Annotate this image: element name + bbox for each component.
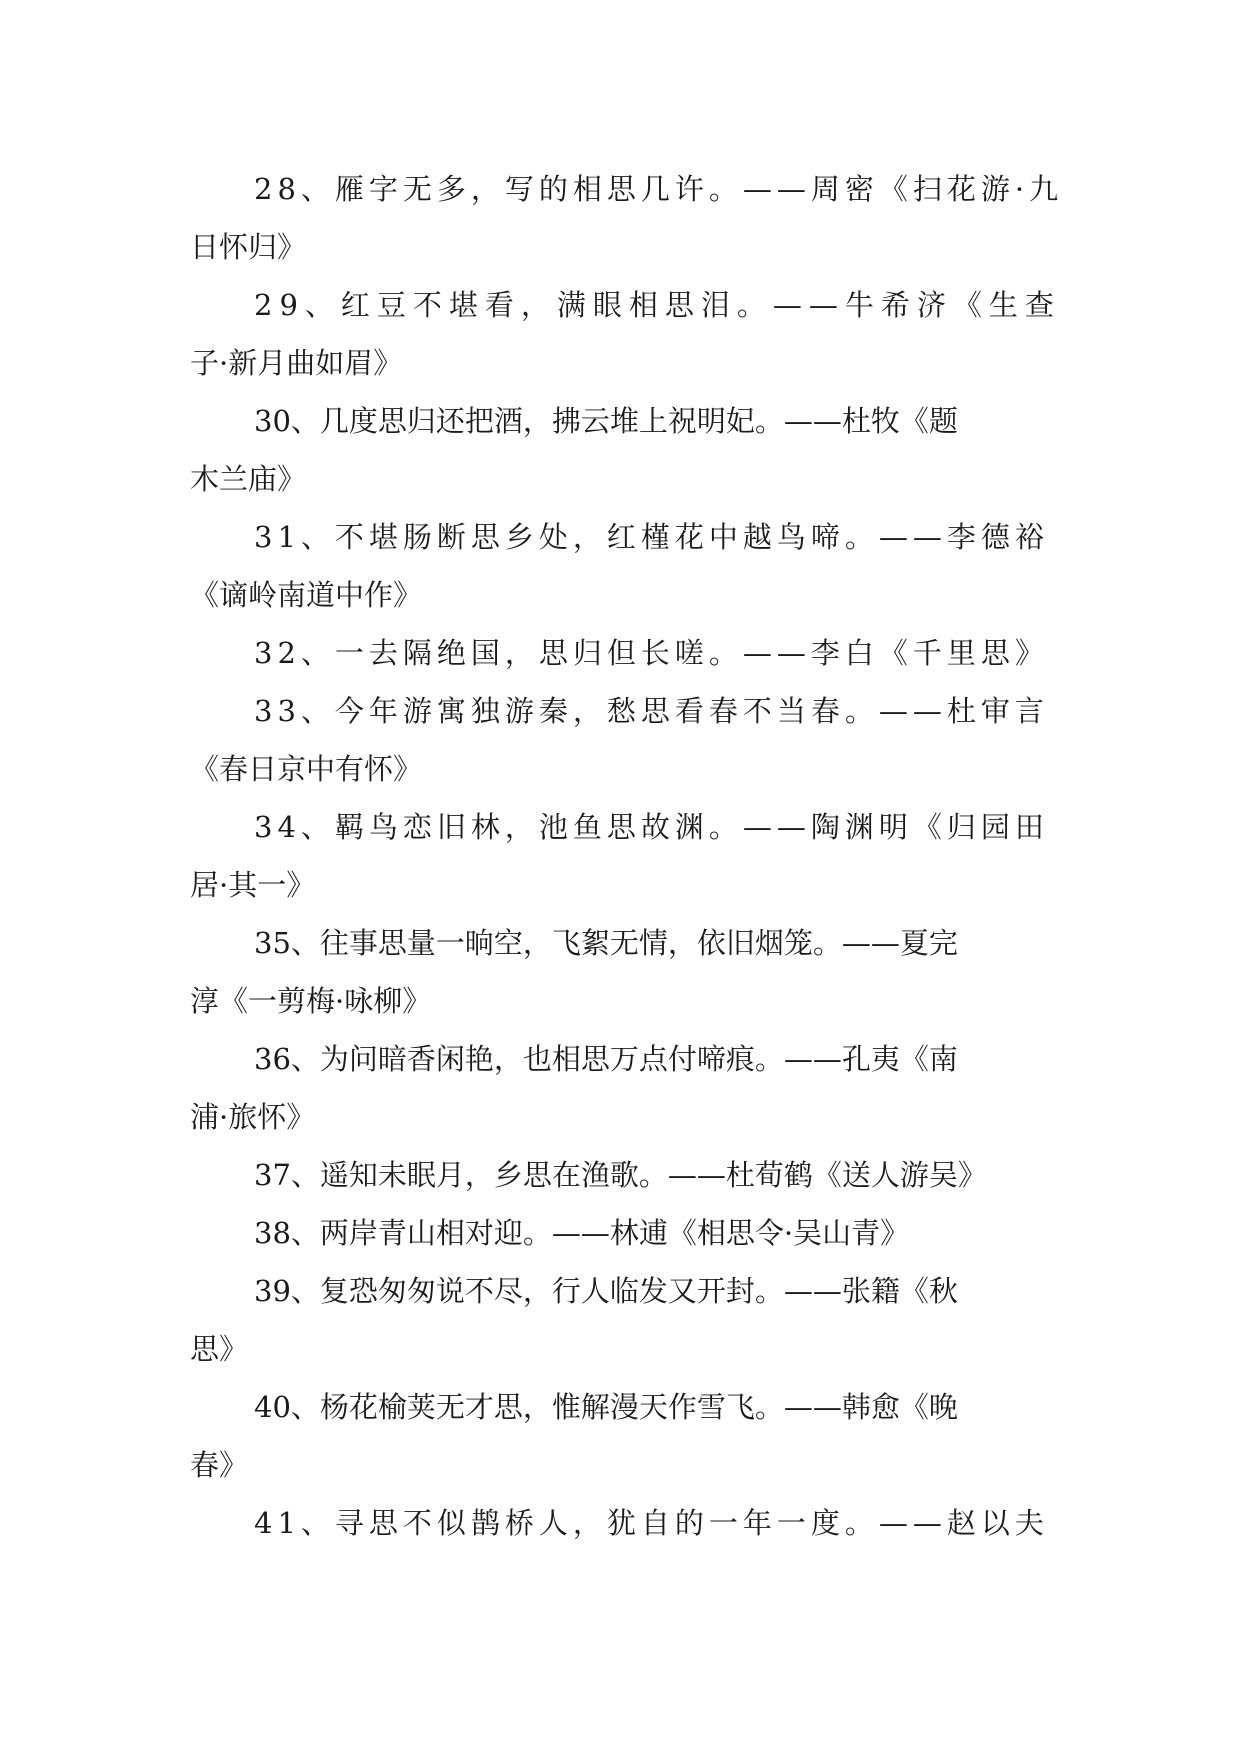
- list-item: [190, 1262, 1052, 1378]
- entry-line: 子·新月曲如眉》: [190, 346, 403, 380]
- entry-line: 36、为问暗香闲艳，也相思万点付啼痕。——孔夷《南: [254, 1042, 958, 1076]
- entry-line: 浦·旅怀》: [190, 1100, 316, 1134]
- entry-line: 34、羁鸟恋旧林，池鱼思故渊。——陶渊明《归园田: [254, 810, 1049, 844]
- list-item: [190, 160, 1064, 276]
- list-item: [190, 1146, 1052, 1204]
- entry-line: 28、雁字无多，写的相思几许。——周密《扫花游·九: [254, 172, 1064, 206]
- entry-line: 木兰庙》: [190, 462, 307, 496]
- list-item: [190, 1204, 1052, 1262]
- entry-line: 35、往事思量一晌空，飞絮无情，依旧烟笼。——夏完: [254, 926, 958, 960]
- entry-line: 30、几度思归还把酒，拂云堆上祝明妃。——杜牧《题: [254, 404, 958, 438]
- entry-line: 29、红豆不堪看，满眼相思泪。——牛希济《生查: [254, 288, 1061, 322]
- list-item: [190, 1030, 1052, 1146]
- list-item: [190, 508, 1052, 624]
- entry-line: 39、复恐匆匆说不尽，行人临发又开封。——张籍《秋: [254, 1274, 958, 1308]
- entry-line: 38、两岸青山相对迎。——林逋《相思令·吴山青》: [254, 1216, 910, 1250]
- list-item: [190, 682, 1052, 798]
- entry-line: 《谪岭南道中作》: [190, 578, 423, 612]
- entry-line: 33、今年游寓独游秦，愁思看春不当春。——杜审言: [254, 694, 1049, 728]
- list-item: [190, 276, 1061, 392]
- entry-line: 31、不堪肠断思乡处，红槿花中越鸟啼。——李德裕: [254, 520, 1049, 554]
- entry-line: 《春日京中有怀》: [190, 752, 423, 786]
- list-item: [190, 392, 1052, 508]
- entry-line: 淳《一剪梅·咏柳》: [190, 984, 432, 1018]
- entry-line: 32、一去隔绝国，思归但长嗟。——李白《千里思》: [254, 636, 1049, 670]
- entry-line: 37、遥知未眠月，乡思在渔歌。——杜荀鹤《送人游吴》: [254, 1158, 987, 1192]
- list-item: [190, 1378, 1052, 1494]
- list-item: [190, 914, 1052, 1030]
- list-item: [190, 798, 1052, 914]
- entry-line: 思》: [190, 1332, 249, 1366]
- entry-line: 40、杨花榆荚无才思，惟解漫天作雪飞。——韩愈《晚: [254, 1390, 958, 1424]
- entry-line: 日怀归》: [190, 230, 307, 264]
- entry-line: 春》: [190, 1448, 249, 1482]
- poem-quote-list: [190, 160, 1064, 1552]
- entry-line: 41、寻思不似鹊桥人，犹自的一年一度。——赵以夫: [254, 1506, 1049, 1540]
- list-item: [190, 1494, 1052, 1552]
- list-item: [190, 624, 1052, 682]
- entry-line: 居·其一》: [190, 868, 316, 902]
